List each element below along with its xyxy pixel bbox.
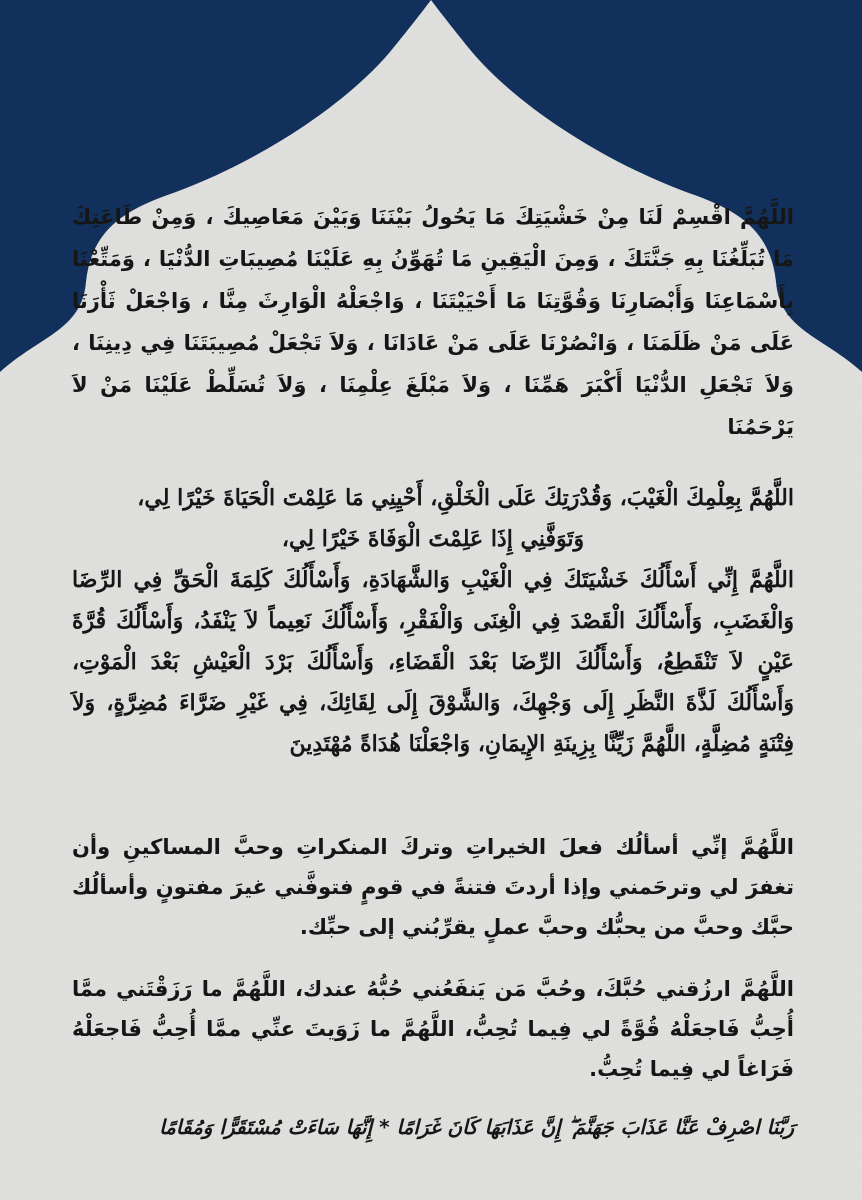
- quran-verse: رَبَّنَا اصْرِفْ عَنَّا عَذَابَ جَهَنَّمَ ۖ إِنَّ عَذَابَهَا كَانَ غَرَامًا * إِنَّهَا سَاءَتْ مُسْتَقَرًّا وَمُقَامًا: [159, 1115, 794, 1139]
- supplication-4: اللَّهُمَّ إنِّي أسألُك فعلَ الخيراتِ وتركَ المنكراتِ وحبَّ المساكينِ وأن تغفرَ لي وترحَمني وإذا أردتَ فتنةً في قومٍ فتوفَّني غيرَ مفتونٍ وأسألُك حبَّك وحبَّ من يحبُّك وحبَّ عملٍ يقرِّبُني إلى حبِّك.: [72, 835, 794, 939]
- supplication-2-line-1: اللَّهُمَّ بِعِلْمِكَ الْغَيْبَ، وَقُدْرَتِكَ عَلَى الْخَلْقِ، أَحْيِنِي مَا عَلِمْتَ الْحَيَاةَ خَيْرًا لِي،: [137, 485, 794, 511]
- prayer-text: [72, 196, 794, 1147]
- supplication-5: اللَّهُمَّ ارزُقني حُبَّكَ، وحُبَّ مَن يَنفَعُني حُبُّهُ عندك، اللَّهُمَّ ما رَزَقْتَني ممَّا أُحِبُّ فَاجعَلْهُ قُوَّةً لي فِيما تُحِبُّ، اللَّهُمَّ ما زَوَيتَ عنِّي ممَّا أُحِبُّ فَاجعَلْهُ فَرَاغاً لي فِيما تُحِبُّ.: [72, 977, 794, 1081]
- supplication-2-line-2: وَتَوَفَّنِي إِذَا عَلِمْتَ الْوَفَاةَ خَيْرًا لِي،: [281, 526, 585, 552]
- supplication-3: اللَّهُمَّ إِنِّي أَسْأَلُكَ خَشْيَتَكَ فِي الْغَيْبِ وَالشَّهَادَةِ، وَأَسْأَلُكَ كَلِمَةَ الْحَقِّ فِي الرِّضَا وَالْغَضَبِ، وَأَسْأَلُكَ الْقَصْدَ فِي الْغِنَى وَالْفَقْرِ، وَأَسْأَلُكَ نَعِيماً لاَ يَنْفَدُ، وَأَسْأَلُكَ قُرَّةَ عَيْنٍ لاَ تَنْقَطِعُ، وَأَسْأَلُكَ الرِّضَا بَعْدَ الْقَضَاءِ، وَأَسْأَلُكَ بَرْدَ الْعَيْشِ بَعْدَ الْمَوْتِ، وَأَسْأَلُكَ لَذَّةَ النَّظَرِ إِلَى وَجْهِكَ، وَالشَّوْقَ إِلَى لِقَائِكَ، فِي غَيْرِ ضَرَّاءَ مُضِرَّةٍ، وَلاَ فِتْنَةٍ مُضِلَّةٍ، اللَّهُمَّ زَيِّنَّا بِزِينَةِ الإِيمَانِ، وَاجْعَلْنَا هُدَاةً مُهْتَدِينَ: [72, 567, 794, 757]
- supplication-1: اللَّهُمَّ اقْسِمْ لَنَا مِنْ خَشْيَتِكَ مَا يَحُولُ بَيْنَنَا وَبَيْنَ مَعَاصِيكَ ، وَمِنْ طَاعَتِكَ مَا تُبَلِّغُنَا بِهِ جَنَّتَكَ ، وَمِنَ الْيَقِينِ مَا تُهَوِّنُ بِهِ عَلَيْنَا مُصِيبَاتِ الدُّنْيَا ، وَمَتِّعْنَا بِأَسْمَاعِنَا وَأَبْصَارِنَا وَقُوَّتِنَا مَا أَحْيَيْتَنَا ، وَاجْعَلْهُ الْوَارِثَ مِنَّا ، وَاجْعَلْ ثَأْرَنَا عَلَى مَنْ ظَلَمَنَا ، وَانْصُرْنَا عَلَى مَنْ عَادَانَا ، وَلاَ تَجْعَلْ مُصِيبَتَنَا فِي دِينِنَا ، وَلاَ تَجْعَلِ الدُّنْيَا أَكْبَرَ هَمِّنَا ، وَلاَ مَبْلَغَ عِلْمِنَا ، وَلاَ تُسَلِّطْ عَلَيْنَا مَنْ لاَ يَرْحَمُنَا: [72, 205, 794, 439]
